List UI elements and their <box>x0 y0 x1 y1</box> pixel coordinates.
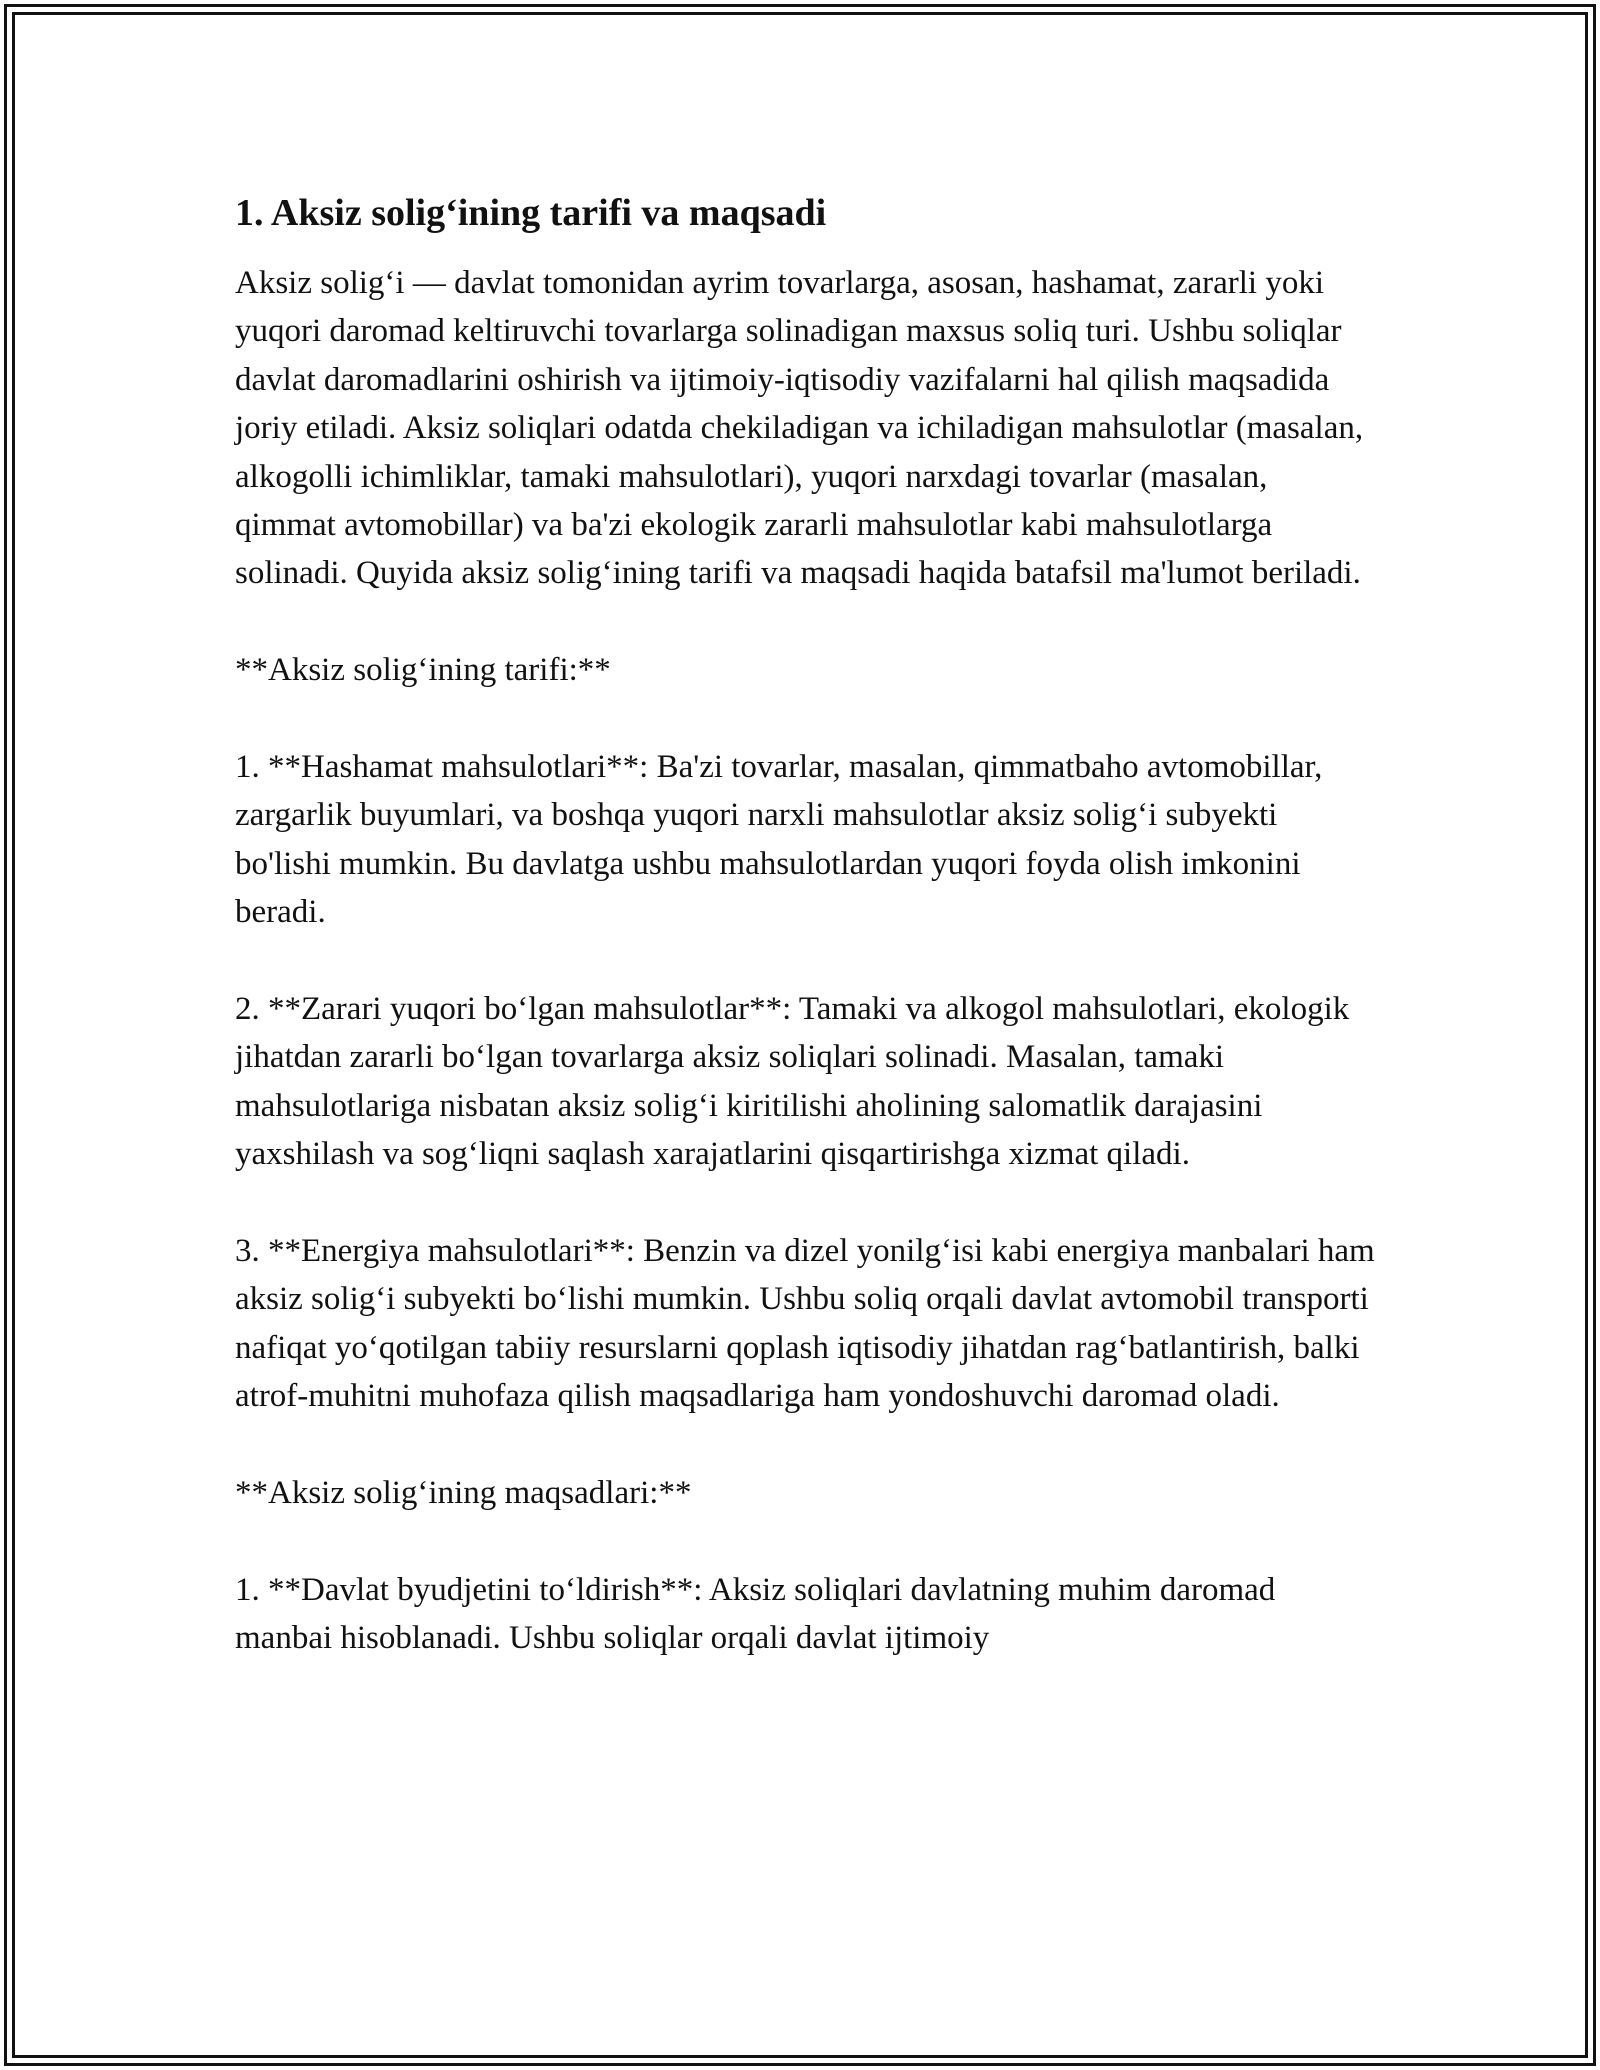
tariff-item-harmful: 2. **Zarari yuqori bo‘lgan mahsulotlar**: Tamaki va alkogol mahsulotlari, ekologik jihatdan zararli bo‘lgan tovarlarga aksiz soliqlari solinadi. Masalan, tamaki mahsulotlariga nisbatan aksiz solig‘i kiritilishi aholining salomatlik darajasini yaxshilash va sog‘liqni saqlash xarajatlarini qisqartirishga xizmat qiladi. <box>235 991 1350 1173</box>
tariff-item-energy: 3. **Energiya mahsulotlari**: Benzin va dizel yonilg‘isi kabi energiya manbalari ham aksiz solig‘i subyekti bo‘lishi mumkin. Ushbu soliq orqali davlat avtomobil transporti nafiqat yo‘qotilgan tabiiy resurslarni qoplash iqtisodiy jihatdan rag‘batlantirish, balki atrof-muhitni muhofaza qilish maqsadlariga ham yondoshuvchi daromad oladi. <box>235 1233 1375 1415</box>
intro-paragraph: Aksiz solig‘i — davlat tomonidan ayrim tovarlarga, asosan, hashamat, zararli yoki yuqori daromad keltiruvchi tovarlarga solinadigan maxsus soliq turi. Ushbu soliqlar davlat daromadlarini oshirish va ijtimoiy-iqtisodiy vazifalarni hal qilish maqsadida joriy etiladi. Aksiz soliqlari odatda chekiladigan va ichiladigan mahsulotlar (masalan, alkogolli ichimliklar, tamaki mahsulotlari), yuqori narxdagi tovarlar (masalan, qimmat avtomobillar) va ba'zi ekologik zararli mahsulotlar kabi mahsulotlarga solinadi. Quyida aksiz solig‘ining tarifi va maqsadi haqida batafsil ma'lumot beriladi. <box>235 265 1364 592</box>
tariff-subheading: **Aksiz solig‘ining tarifi:** <box>235 652 611 689</box>
tariff-item-luxury: 1. **Hashamat mahsulotlari**: Ba'zi tovarlar, masalan, qimmatbaho avtomobillar, zargarlik buyumlari, va boshqa yuqori narxli mahsulotlar aksiz solig‘i subyekti bo'lishi mumkin. Bu davlatga ushbu mahsulotlardan yuqori foyda olish imkonini beradi. <box>235 749 1323 931</box>
goals-subheading: **Aksiz solig‘ining maqsadlari:** <box>235 1475 692 1512</box>
section-heading: 1. Aksiz solig‘ining tarifi va maqsadi <box>235 192 827 234</box>
goals-item-budget: 1. **Davlat byudjetini to‘ldirish**: Aksiz soliqlari davlatning muhim daromad manbai hisoblanadi. Ushbu soliqlar orqali davlat ijtimoiy <box>235 1571 1276 1657</box>
document-body <box>235 185 1375 1663</box>
